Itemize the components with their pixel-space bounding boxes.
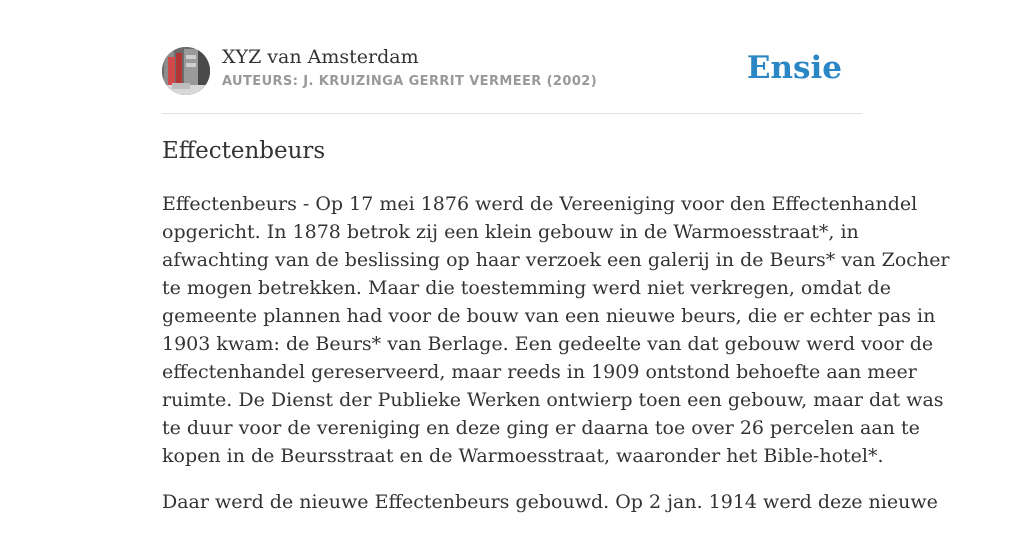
book-cover-avatar[interactable] <box>162 47 210 95</box>
text-line: ruimte. De Dienst der Publieke Werken ontwierp toen een gebouw, maar dat was <box>162 389 944 411</box>
text-line: te mogen betrekken. Maar die toestemming werd niet verkregen, omdat de <box>162 277 891 299</box>
book-title[interactable]: XYZ van Amsterdam <box>222 46 419 68</box>
book-cover-icon <box>162 47 210 95</box>
text-line: te duur voor de vereniging en deze ging er daarna toe over 26 percelen aan te <box>162 417 920 439</box>
text-line: gemeente plannen had voor de bouw van een nieuwe beurs, die er echter pas in <box>162 305 936 327</box>
text-line: opgericht. In 1878 betrok zij een klein gebouw in de Warmoesstraat*, in <box>162 221 859 243</box>
paragraph-1 <box>162 190 950 470</box>
book-header <box>162 46 862 96</box>
text-line: kopen in de Beursstraat en de Warmoesstraat, waaronder het Bible-hotel*. <box>162 445 884 467</box>
entry-title: Effectenbeurs <box>162 138 326 164</box>
book-authors: AUTEURS: J. KRUIZINGA GERRIT VERMEER (2002) <box>222 74 598 89</box>
text-line: Daar werd de nieuwe Effectenbeurs gebouwd. Op 2 jan. 1914 werd deze nieuwe <box>162 491 938 513</box>
header-divider <box>162 113 862 114</box>
text-line: effectenhandel gereserveerd, maar reeds in 1909 ontstond behoefte aan meer <box>162 361 917 383</box>
text-line: afwachting van de beslissing op haar verzoek een galerij in de Beurs* van Zocher <box>162 249 950 271</box>
text-line: Effectenbeurs - Op 17 mei 1876 werd de Vereeniging voor den Effectenhandel <box>162 193 918 215</box>
entry-content <box>162 190 950 534</box>
ensie-logo-link[interactable]: Ensie <box>746 50 842 86</box>
text-line: 1903 kwam: de Beurs* van Berlage. Een gedeelte van dat gebouw werd voor de <box>162 333 934 355</box>
